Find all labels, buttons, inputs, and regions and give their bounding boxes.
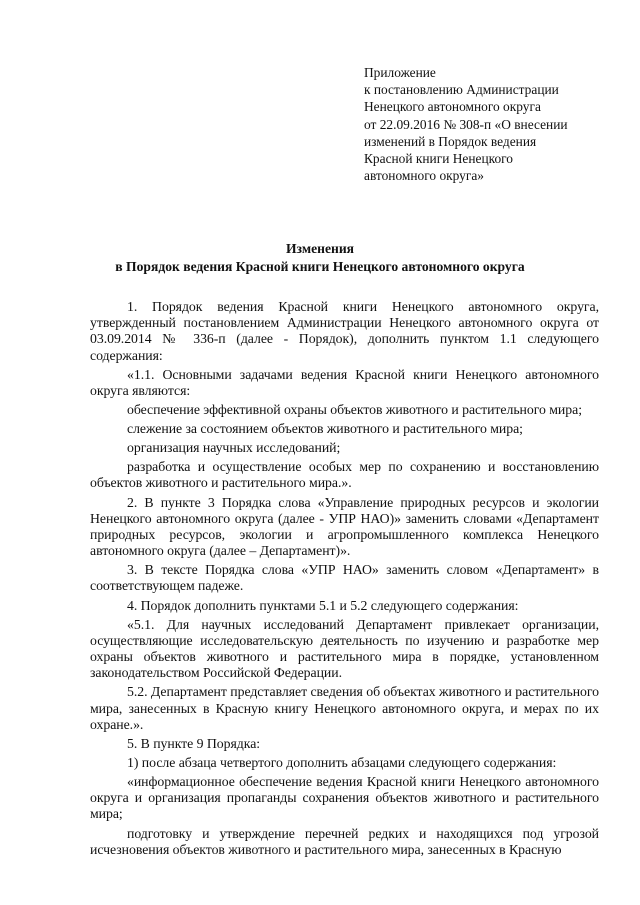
annex-line: Ненецкого автономного округа: [364, 99, 541, 115]
annex-line: от 22.09.2016 № 308-п «О внесении: [364, 116, 568, 132]
paragraph: 5.2. Департамент представляет сведения об объектах животного и растительного мира, занесенных в Красную книгу Ненецкого автономного округа, и мерах по их охране.».: [90, 684, 600, 732]
paragraph: 3. В тексте Порядка слова «УПР НАО» заменить словом «Департамент» в соответствующем падеже.: [90, 562, 599, 594]
paragraph: слежение за состоянием объектов животного и растительного мира;: [127, 421, 523, 437]
paragraph: 1) после абзаца четвертого дополнить абзацами следующего содержания:: [127, 754, 557, 770]
annex-line: к постановлению Администрации: [364, 82, 559, 98]
document-title: Изменения: [285, 241, 355, 256]
paragraph: обеспечение эффективной охраны объектов животного и растительного мира;: [127, 402, 582, 417]
annex-line: Красной книги Ненецкого: [364, 151, 513, 167]
paragraph: разработка и осуществление особых мер по сохранению и восстановлению объектов животного и растительного мира.».: [90, 459, 599, 491]
document-body: [90, 299, 599, 861]
paragraph: «5.1. Для научных исследований Департамент привлекает организации, осуществляющие исследовательскую деятельность по изучению и разработке мер охраны объектов животного и растительного мира в порядке, установленном законодательством Российской Федерации.: [90, 616, 599, 681]
paragraph: 1. Порядок ведения Красной книги Ненецкого автономного округа, утвержденный постановлением Администрации Ненецкого автономного округа от 03.09.2014 № 336-п (далее - Порядок), дополнить пунктом 1.1 следующего содержания:: [90, 299, 599, 363]
paragraph: 4. Порядок дополнить пунктами 5.1 и 5.2 следующего содержания:: [127, 597, 519, 613]
paragraph: 5. В пункте 9 Порядка:: [127, 735, 261, 751]
paragraph: 2. В пункте 3 Порядка слова «Управление природных ресурсов и экологии Ненецкого автономного округа (далее - УПР НАО)» заменить словами «Департамент природных ресурсов, экологии и агропромышленного комплекса Ненецкого автономного округа (далее – Департамент)».: [90, 494, 599, 559]
document-subtitle: в Порядок ведения Красной книги Ненецкого автономного округа: [115, 259, 525, 274]
paragraph: «1.1. Основными задачами ведения Красной книги Ненецкого автономного округа являются:: [90, 366, 599, 398]
annex-line: Приложение: [364, 65, 436, 80]
annex-line: изменений в Порядок ведения: [364, 133, 537, 149]
paragraph: «информационное обеспечение ведения Красной книги Ненецкого автономного округа и организация пропаганды сохранения объектов животного и растительного мира;: [90, 774, 599, 822]
annex-line: автономного округа»: [364, 168, 484, 184]
annex-header: [364, 64, 624, 184]
paragraph: организация научных исследований;: [127, 440, 341, 456]
paragraph: подготовку и утверждение перечней редких и находящихся под угрозой исчезновения объектов животного и растительного мира, занесенных в Красную: [90, 825, 599, 857]
